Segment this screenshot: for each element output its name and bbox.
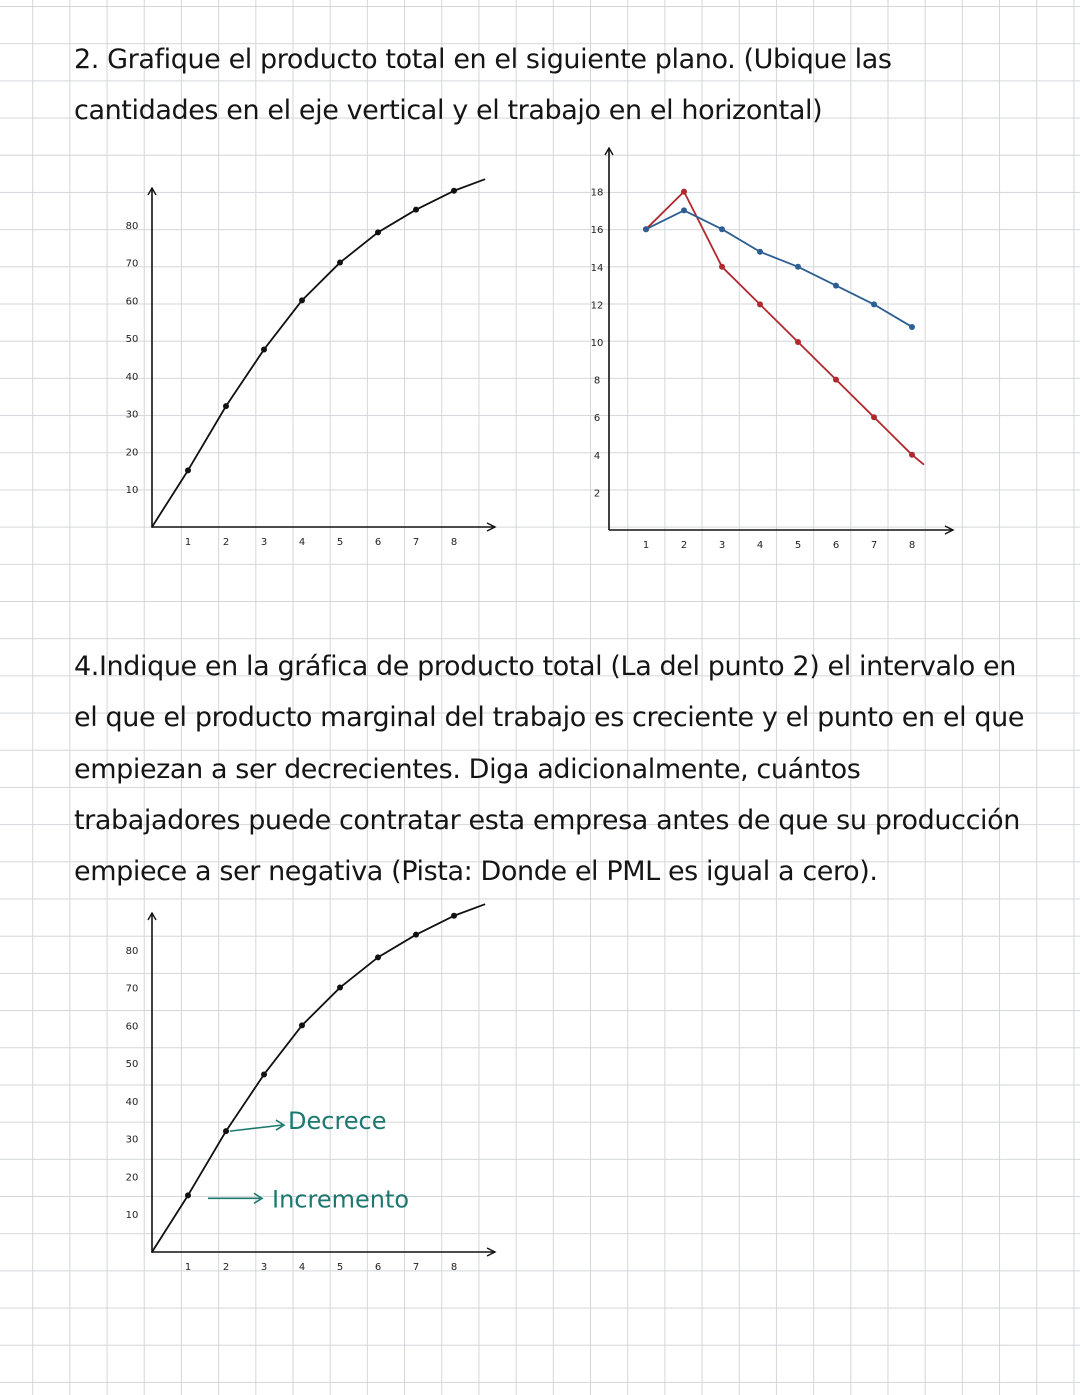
y-tick-labels	[591, 188, 604, 500]
x-tick-label: 7	[412, 537, 420, 548]
x-tick-label: 8	[450, 537, 458, 548]
y-tick-label: 70	[125, 983, 139, 995]
data-point	[681, 189, 687, 195]
y-tick-label: 30	[125, 409, 139, 421]
chart-lines	[646, 192, 923, 465]
x-tick-label: 6	[832, 540, 840, 551]
y-tick-label: 10	[590, 338, 604, 349]
x-tick-label: 6	[374, 1262, 382, 1273]
y-tick-label: 6	[593, 413, 601, 425]
x-tick-label: 1	[184, 1262, 192, 1273]
total-product-annotated-chart	[0, 895, 520, 1275]
y-tick-label: 16	[590, 225, 604, 237]
y-tick-label: 4	[593, 450, 601, 462]
y-tick-label: 8	[593, 375, 601, 387]
data-point	[681, 207, 687, 213]
data-point	[719, 226, 725, 232]
y-tick-label: 20	[125, 447, 139, 459]
data-point	[871, 414, 877, 420]
data-point	[833, 377, 839, 383]
data-point	[337, 985, 343, 991]
x-tick-label: 3	[718, 540, 726, 551]
y-tick-label: 80	[125, 945, 139, 957]
x-tick-label: 2	[222, 537, 230, 548]
x-tick-label: 8	[450, 1262, 458, 1273]
x-tick-label: 4	[298, 1262, 306, 1273]
series-line	[646, 192, 923, 465]
data-point	[833, 283, 839, 289]
x-tick-label: 5	[336, 1262, 344, 1273]
x-tick-label: 7	[412, 1262, 420, 1273]
y-tick-label: 60	[125, 296, 139, 308]
x-tick-label: 2	[680, 540, 688, 551]
y-tick-label: 50	[125, 334, 139, 346]
x-tick-label: 5	[794, 540, 802, 551]
data-point	[375, 954, 381, 960]
data-point	[643, 226, 649, 232]
data-point	[909, 324, 915, 330]
data-point	[909, 452, 915, 458]
chart-markers	[185, 913, 457, 1199]
y-tick-label: 2	[593, 488, 601, 500]
y-tick-label: 40	[125, 1096, 139, 1108]
question-4-text: 4.Indique en la gráfica de producto total (La del punto 2) el intervalo en el que el producto marginal del trabajo es creciente y el punto en el que empiezan a ser decrecientes. Diga adicionalmente, cuántos trabajadores puede contratar esta empresa antes de que su producción empiece a ser negativa (Pista: Donde el PML es igual a cero).	[74, 651, 1025, 888]
x-tick-label: 3	[260, 1262, 268, 1273]
y-tick-label: 60	[125, 1021, 139, 1033]
x-tick-label: 8	[908, 540, 916, 551]
data-point	[299, 1022, 305, 1028]
x-tick-label: 4	[756, 540, 764, 551]
chart-axes	[605, 148, 953, 534]
y-tick-label: 14	[590, 262, 604, 274]
series-line	[646, 210, 912, 327]
x-tick-label: 3	[260, 537, 268, 548]
marginal-average-product-chart	[0, 140, 1000, 560]
y-tick-label: 12	[590, 300, 604, 312]
x-tick-label: 4	[298, 537, 306, 548]
chart-annotations	[208, 1107, 409, 1213]
x-tick-label: 1	[184, 537, 192, 548]
x-tick-label: 5	[336, 537, 344, 548]
y-tick-labels	[126, 946, 139, 1221]
x-tick-label: 2	[222, 1262, 230, 1273]
x-tick-label: 1	[642, 540, 650, 551]
data-point	[757, 301, 763, 307]
data-point	[413, 932, 419, 938]
data-point	[719, 264, 725, 270]
decrece-arrow	[230, 1125, 282, 1131]
y-tick-label: 30	[125, 1134, 139, 1146]
data-point	[757, 249, 763, 255]
data-point	[795, 264, 801, 270]
data-point	[451, 913, 457, 919]
y-tick-label: 20	[125, 1172, 139, 1184]
x-tick-label: 6	[374, 537, 382, 548]
x-tick-labels	[643, 540, 915, 551]
data-point	[223, 1128, 229, 1134]
y-tick-label: 50	[125, 1059, 139, 1071]
x-tick-labels	[185, 1262, 457, 1273]
y-tick-label: 70	[125, 258, 139, 270]
y-tick-label: 40	[125, 371, 139, 383]
data-point	[185, 1192, 191, 1198]
data-point	[261, 1071, 267, 1077]
decrece-label: Decrece	[288, 1107, 387, 1136]
y-tick-label: 10	[125, 1210, 139, 1222]
y-tick-label: 10	[125, 485, 139, 497]
y-tick-label: 18	[590, 187, 604, 199]
question-2-text: 2. Grafique el producto total en el siguiente plano. (Ubique las cantidades en el eje vertical y el trabajo en el horizontal)	[74, 44, 892, 127]
data-point	[871, 301, 877, 307]
y-tick-label: 80	[125, 220, 139, 232]
x-tick-label: 7	[870, 540, 878, 551]
incremento-label: Incremento	[272, 1185, 410, 1214]
data-point	[795, 339, 801, 345]
